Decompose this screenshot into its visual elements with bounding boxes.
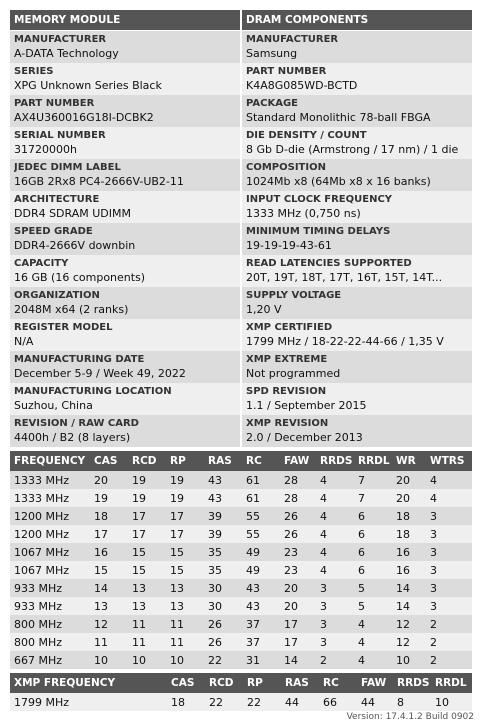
right-field <box>242 127 472 159</box>
table-cell: 4 <box>426 489 472 507</box>
field-label: ORGANIZATION <box>14 290 100 301</box>
left-field <box>10 319 240 351</box>
table-cell: 6 <box>354 543 392 561</box>
field-value: 20T, 19T, 18T, 17T, 16T, 15T, 14T... <box>246 271 443 284</box>
table-cell: 3 <box>316 597 354 615</box>
table-cell: 5 <box>354 597 392 615</box>
table-cell: 3 <box>316 579 354 597</box>
table-cell: 20 <box>392 471 426 489</box>
table-cell: 17 <box>166 525 204 543</box>
table-cell: 2 <box>426 633 472 651</box>
table-cell: 35 <box>204 543 242 561</box>
table-cell: 49 <box>242 543 280 561</box>
table-cell: 43 <box>242 597 280 615</box>
timing-header-cell: RCD <box>128 451 166 471</box>
xmp-header-cell: RRDS <box>393 673 431 693</box>
table-cell: 6 <box>354 561 392 579</box>
table-cell: 30 <box>204 597 242 615</box>
field-label: CAPACITY <box>14 258 69 269</box>
table-row <box>10 597 472 615</box>
table-cell: 12 <box>90 615 128 633</box>
table-cell: 26 <box>280 525 316 543</box>
field-value: DDR4-2666V downbin <box>14 239 136 252</box>
table-cell: 18 <box>392 525 426 543</box>
field-label: READ LATENCIES SUPPORTED <box>246 258 412 269</box>
table-row <box>10 543 472 561</box>
table-cell: 14 <box>392 597 426 615</box>
left-field <box>10 223 240 255</box>
timing-header-cell: RRDS <box>316 451 354 471</box>
field-label: MANUFACTURING LOCATION <box>14 386 172 397</box>
table-cell: 4 <box>316 471 354 489</box>
field-value: 1.1 / September 2015 <box>246 399 367 412</box>
table-row <box>10 633 472 651</box>
table-cell: 43 <box>204 471 242 489</box>
table-cell: 55 <box>242 525 280 543</box>
table-cell: 10 <box>392 651 426 669</box>
dram-components-column <box>242 31 472 447</box>
table-cell: 31 <box>242 651 280 669</box>
table-cell: 26 <box>204 615 242 633</box>
table-cell: 4 <box>316 489 354 507</box>
memory-module-column <box>10 31 240 447</box>
left-field <box>10 191 240 223</box>
table-cell: 17 <box>280 633 316 651</box>
table-cell: 13 <box>166 597 204 615</box>
timing-table <box>10 451 472 669</box>
field-label: REVISION / RAW CARD <box>14 418 139 429</box>
xmp-cell: 18 <box>167 693 205 711</box>
xmp-header-cell: RP <box>243 673 281 693</box>
table-cell: 10 <box>128 651 166 669</box>
field-label: PACKAGE <box>246 98 299 109</box>
field-value: A-DATA Technology <box>14 47 119 60</box>
table-row <box>10 489 472 507</box>
table-cell: 19 <box>166 489 204 507</box>
table-cell: 37 <box>242 615 280 633</box>
table-cell: 1333 MHz <box>10 489 90 507</box>
right-field <box>242 415 472 447</box>
field-label: SPD REVISION <box>246 386 327 397</box>
timing-header-cell: RC <box>242 451 280 471</box>
table-cell: 11 <box>128 633 166 651</box>
table-cell: 16 <box>392 543 426 561</box>
right-field <box>242 63 472 95</box>
table-cell: 1200 MHz <box>10 525 90 543</box>
table-cell: 13 <box>128 597 166 615</box>
table-cell: 20 <box>280 579 316 597</box>
xmp-header-cell: CAS <box>167 673 205 693</box>
version-label: Version: 17.4.1.2 Build 0902 <box>346 712 474 722</box>
field-value: Suzhou, China <box>14 399 93 412</box>
table-cell: 10 <box>90 651 128 669</box>
table-cell: 49 <box>242 561 280 579</box>
table-cell: 1333 MHz <box>10 471 90 489</box>
table-cell: 6 <box>354 507 392 525</box>
right-field <box>242 351 472 383</box>
timing-header-cell: FREQUENCY <box>10 451 90 471</box>
table-cell: 1067 MHz <box>10 543 90 561</box>
table-cell: 4 <box>354 633 392 651</box>
table-cell: 28 <box>280 471 316 489</box>
table-cell: 13 <box>90 597 128 615</box>
table-cell: 43 <box>242 579 280 597</box>
table-cell: 20 <box>90 471 128 489</box>
field-label: XMP EXTREME <box>246 354 328 365</box>
field-value: December 5-9 / Week 49, 2022 <box>14 367 186 380</box>
field-value: K4A8G085WD-BCTD <box>246 79 358 92</box>
table-cell: 16 <box>392 561 426 579</box>
field-label: SERIAL NUMBER <box>14 130 106 141</box>
timing-header-cell: RRDL <box>354 451 392 471</box>
field-value: 1,20 V <box>246 303 282 316</box>
field-value: 16GB 2Rx8 PC4-2666V-UB2-11 <box>14 175 184 188</box>
table-cell: 55 <box>242 507 280 525</box>
table-cell: 11 <box>128 615 166 633</box>
table-cell: 22 <box>204 651 242 669</box>
table-cell: 15 <box>128 561 166 579</box>
field-value: Samsung <box>246 47 298 60</box>
table-cell: 4 <box>316 543 354 561</box>
table-cell: 19 <box>128 489 166 507</box>
table-cell: 19 <box>128 471 166 489</box>
table-cell: 933 MHz <box>10 579 90 597</box>
table-cell: 39 <box>204 525 242 543</box>
field-label: MANUFACTURING DATE <box>14 354 145 365</box>
left-field <box>10 255 240 287</box>
table-cell: 12 <box>392 615 426 633</box>
table-cell: 4 <box>316 525 354 543</box>
table-cell: 13 <box>166 579 204 597</box>
xmp-table <box>10 673 472 711</box>
field-label: XMP REVISION <box>246 418 329 429</box>
field-label: MANUFACTURER <box>14 34 107 45</box>
timing-header-cell: RP <box>166 451 204 471</box>
table-cell: 23 <box>280 543 316 561</box>
xmp-header-cell: RCD <box>205 673 243 693</box>
right-field <box>242 31 472 63</box>
table-cell: 28 <box>280 489 316 507</box>
table-cell: 4 <box>316 561 354 579</box>
field-label: JEDEC DIMM LABEL <box>14 162 121 173</box>
table-cell: 4 <box>354 615 392 633</box>
right-field <box>242 223 472 255</box>
xmp-header-cell: XMP FREQUENCY <box>10 673 167 693</box>
left-field <box>10 415 240 447</box>
table-cell: 15 <box>166 543 204 561</box>
field-value: Not programmed <box>246 367 341 380</box>
table-row <box>10 615 472 633</box>
table-cell: 15 <box>166 561 204 579</box>
table-cell: 18 <box>90 507 128 525</box>
table-cell: 20 <box>392 489 426 507</box>
table-cell: 26 <box>204 633 242 651</box>
table-cell: 3 <box>426 597 472 615</box>
left-field <box>10 383 240 415</box>
table-cell: 17 <box>280 615 316 633</box>
table-cell: 5 <box>354 579 392 597</box>
field-value: 2048M x64 (2 ranks) <box>14 303 129 316</box>
xmp-header-row <box>10 673 472 693</box>
xmp-cell: 22 <box>205 693 243 711</box>
table-cell: 15 <box>128 543 166 561</box>
left-field <box>10 127 240 159</box>
field-label: COMPOSITION <box>246 162 326 173</box>
right-field <box>242 255 472 287</box>
xmp-cell: 22 <box>243 693 281 711</box>
field-label: REGISTER MODEL <box>14 322 113 333</box>
table-cell: 4 <box>316 507 354 525</box>
field-label: ARCHITECTURE <box>14 194 100 205</box>
field-label: SPEED GRADE <box>14 226 93 237</box>
table-row <box>10 561 472 579</box>
table-row <box>10 651 472 669</box>
table-cell: 15 <box>90 561 128 579</box>
table-cell: 19 <box>166 471 204 489</box>
field-label: MANUFACTURER <box>246 34 339 45</box>
table-cell: 3 <box>426 507 472 525</box>
table-cell: 6 <box>354 525 392 543</box>
table-cell: 43 <box>204 489 242 507</box>
xmp-cell: 66 <box>319 693 357 711</box>
table-cell: 667 MHz <box>10 651 90 669</box>
table-cell: 19 <box>90 489 128 507</box>
table-cell: 11 <box>90 633 128 651</box>
xmp-cell: 8 <box>393 693 431 711</box>
table-cell: 61 <box>242 471 280 489</box>
table-cell: 10 <box>166 651 204 669</box>
field-label: MINIMUM TIMING DELAYS <box>246 226 391 237</box>
left-field <box>10 63 240 95</box>
table-cell: 1067 MHz <box>10 561 90 579</box>
field-label: PART NUMBER <box>246 66 327 77</box>
table-cell: 4 <box>426 471 472 489</box>
field-value: 1333 MHz (0,750 ns) <box>246 207 361 220</box>
right-field <box>242 383 472 415</box>
xmp-cell: 10 <box>431 693 472 711</box>
table-cell: 30 <box>204 579 242 597</box>
left-field <box>10 159 240 191</box>
field-label: INPUT CLOCK FREQUENCY <box>246 194 393 205</box>
table-cell: 1200 MHz <box>10 507 90 525</box>
table-row <box>10 579 472 597</box>
right-field <box>242 319 472 351</box>
field-value: 31720000h <box>14 143 77 156</box>
left-field <box>10 351 240 383</box>
table-cell: 16 <box>90 543 128 561</box>
table-cell: 7 <box>354 471 392 489</box>
field-label: XMP CERTIFIED <box>246 322 333 333</box>
table-cell: 39 <box>204 507 242 525</box>
table-cell: 7 <box>354 489 392 507</box>
table-cell: 14 <box>90 579 128 597</box>
xmp-cell: 44 <box>281 693 319 711</box>
field-label: SUPPLY VOLTAGE <box>246 290 342 301</box>
left-field <box>10 287 240 319</box>
table-cell: 20 <box>280 597 316 615</box>
table-cell: 12 <box>392 633 426 651</box>
table-row <box>10 525 472 543</box>
right-field <box>242 159 472 191</box>
table-cell: 3 <box>316 615 354 633</box>
table-cell: 17 <box>166 507 204 525</box>
table-cell: 61 <box>242 489 280 507</box>
table-cell: 800 MHz <box>10 633 90 651</box>
table-cell: 800 MHz <box>10 615 90 633</box>
table-cell: 17 <box>128 507 166 525</box>
timing-header-cell: WR <box>392 451 426 471</box>
memory-module-header: MEMORY MODULE <box>10 10 240 30</box>
table-cell: 37 <box>242 633 280 651</box>
field-label: DIE DENSITY / COUNT <box>246 130 367 141</box>
xmp-cell: 44 <box>357 693 393 711</box>
field-value: 1024Mb x8 (64Mb x8 x 16 banks) <box>246 175 431 188</box>
timing-header-cell: CAS <box>90 451 128 471</box>
table-cell: 3 <box>426 525 472 543</box>
right-field <box>242 95 472 127</box>
field-value: AX4U360016G18I-DCBK2 <box>14 111 154 124</box>
table-cell: 11 <box>166 633 204 651</box>
xmp-cell: 1799 MHz <box>10 693 167 711</box>
timing-header-cell: FAW <box>280 451 316 471</box>
field-value: XPG Unknown Series Black <box>14 79 162 92</box>
table-cell: 2 <box>426 615 472 633</box>
table-row <box>10 507 472 525</box>
field-value: 1799 MHz / 18-22-22-44-66 / 1,35 V <box>246 335 444 348</box>
right-field <box>242 191 472 223</box>
table-cell: 26 <box>280 507 316 525</box>
timing-header-row <box>10 451 472 471</box>
xmp-header-cell: RAS <box>281 673 319 693</box>
table-cell: 3 <box>426 579 472 597</box>
field-label: SERIES <box>14 66 54 77</box>
field-value: N/A <box>14 335 34 348</box>
field-value: 4400h / B2 (8 layers) <box>14 431 131 444</box>
xmp-header-cell: RC <box>319 673 357 693</box>
field-label: PART NUMBER <box>14 98 95 109</box>
right-field <box>242 287 472 319</box>
field-value: 19-19-19-43-61 <box>246 239 332 252</box>
dram-components-header: DRAM COMPONENTS <box>242 10 472 30</box>
field-value: Standard Monolithic 78-ball FBGA <box>246 111 431 124</box>
left-field <box>10 95 240 127</box>
table-cell: 11 <box>166 615 204 633</box>
table-cell: 14 <box>280 651 316 669</box>
table-row <box>10 471 472 489</box>
field-value: 8 Gb D-die (Armstrong / 17 nm) / 1 die <box>246 143 459 156</box>
left-field <box>10 31 240 63</box>
table-cell: 2 <box>426 651 472 669</box>
xmp-header-cell: RRDL <box>431 673 472 693</box>
table-cell: 23 <box>280 561 316 579</box>
table-cell: 18 <box>392 507 426 525</box>
table-cell: 17 <box>128 525 166 543</box>
table-cell: 3 <box>316 633 354 651</box>
table-cell: 4 <box>354 651 392 669</box>
field-value: 2.0 / December 2013 <box>246 431 363 444</box>
xmp-header-cell: FAW <box>357 673 393 693</box>
field-value: 16 GB (16 components) <box>14 271 146 284</box>
timing-header-cell: RAS <box>204 451 242 471</box>
table-cell: 2 <box>316 651 354 669</box>
field-value: DDR4 SDRAM UDIMM <box>14 207 131 220</box>
table-cell: 13 <box>128 579 166 597</box>
xmp-row <box>10 693 472 711</box>
table-cell: 3 <box>426 543 472 561</box>
timing-header-cell: WTRS <box>426 451 472 471</box>
table-cell: 14 <box>392 579 426 597</box>
table-cell: 35 <box>204 561 242 579</box>
table-cell: 933 MHz <box>10 597 90 615</box>
table-cell: 3 <box>426 561 472 579</box>
table-cell: 17 <box>90 525 128 543</box>
